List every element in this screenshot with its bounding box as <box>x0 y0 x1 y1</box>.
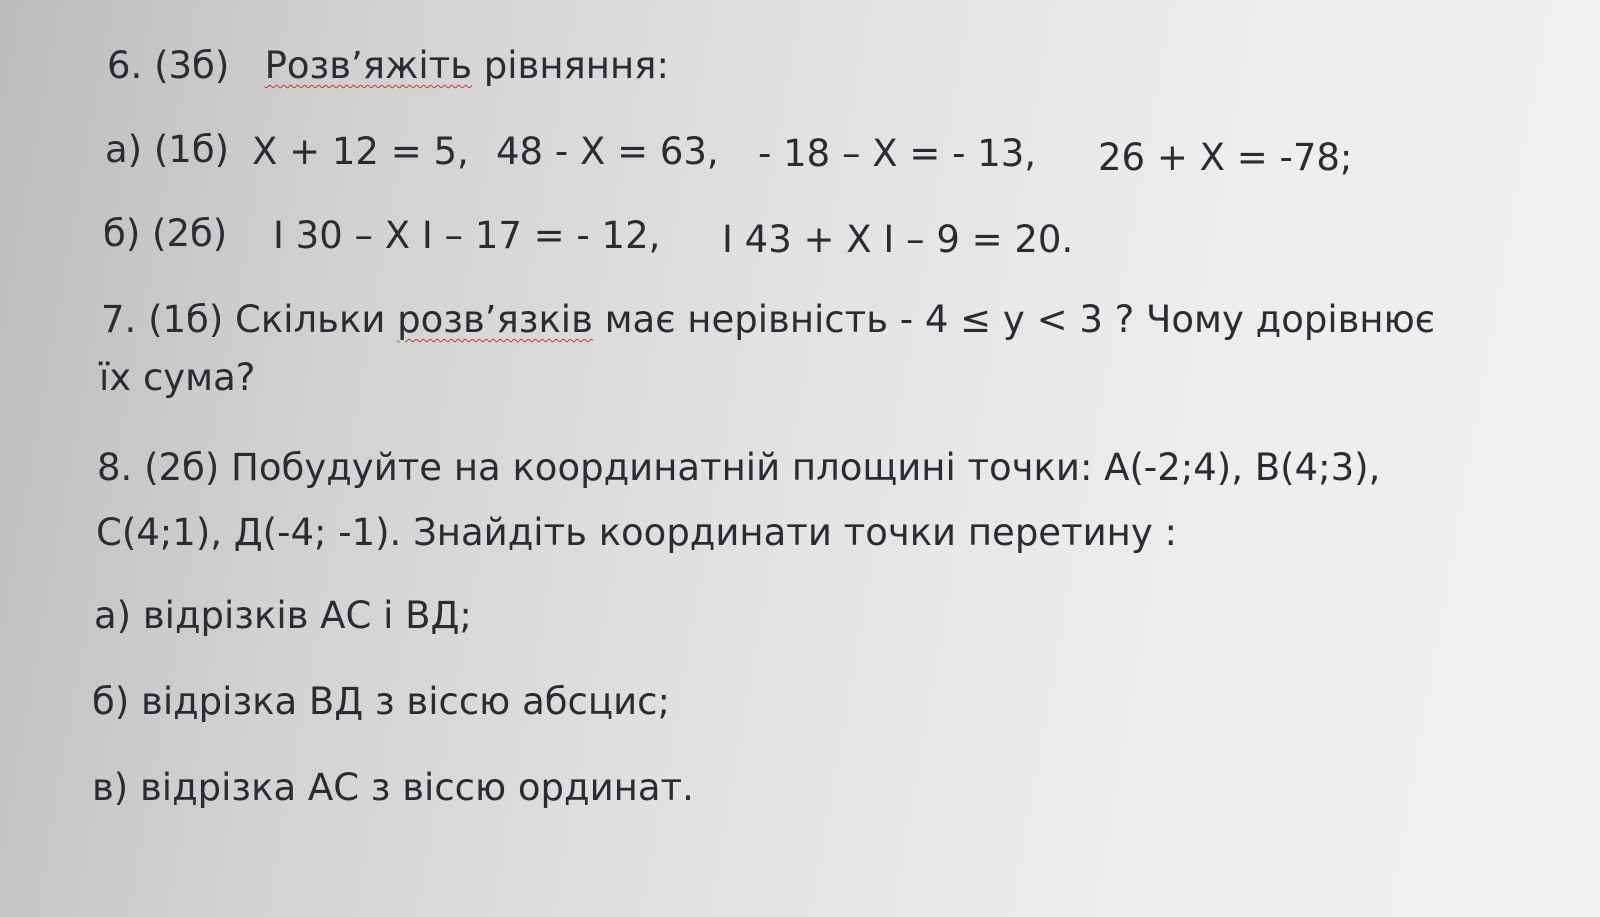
task6-a-equation-1: Х + 12 = 5, <box>252 130 469 173</box>
task7-word-solutions: розв’язків <box>397 298 593 341</box>
task6-a-label: а) (1б) <box>105 128 230 171</box>
task6-a-equation-3: - 18 – Х = - 13, <box>758 132 1037 175</box>
task6-number: 6. (3б) <box>107 44 230 87</box>
task6-b-equation-1: I 30 – Х I – 17 = - 12, <box>273 214 661 257</box>
task6-title <box>107 44 669 88</box>
task6-a-equation-4: 26 + Х = -78; <box>1098 136 1353 179</box>
task6-title-word-equations: рівняння: <box>483 44 669 87</box>
task6-b-label: б) (2б) <box>103 212 228 255</box>
task7-question-line1 <box>101 298 1435 342</box>
task8-item-b: б) відрізка ВД з віссю абсцис; <box>92 680 670 723</box>
task6-b-equation-2: I 43 + Х I – 9 = 20. <box>722 218 1074 261</box>
task7-rest: має нерівність - 4 ≤ у < 3 ? Чому дорівнює <box>604 298 1436 341</box>
task7-prefix: 7. (1б) Скільки <box>101 298 386 341</box>
task8-item-a: а) відрізків АС і ВД; <box>94 594 472 637</box>
task7-question-line2: їх сума? <box>99 356 256 399</box>
task6-title-word-solve: Розв’яжіть <box>264 44 473 87</box>
task8-question-line1: 8. (2б) Побудуйте на координатній площині точки: А(-2;4), В(4;3), <box>97 446 1381 489</box>
task8-item-c: в) відрізка АС з віссю ординат. <box>92 766 694 809</box>
task6-a-equation-2: 48 - Х = 63, <box>496 130 719 173</box>
task8-question-line2: С(4;1), Д(-4; -1). Знайдіть координати точки перетину : <box>96 511 1177 554</box>
